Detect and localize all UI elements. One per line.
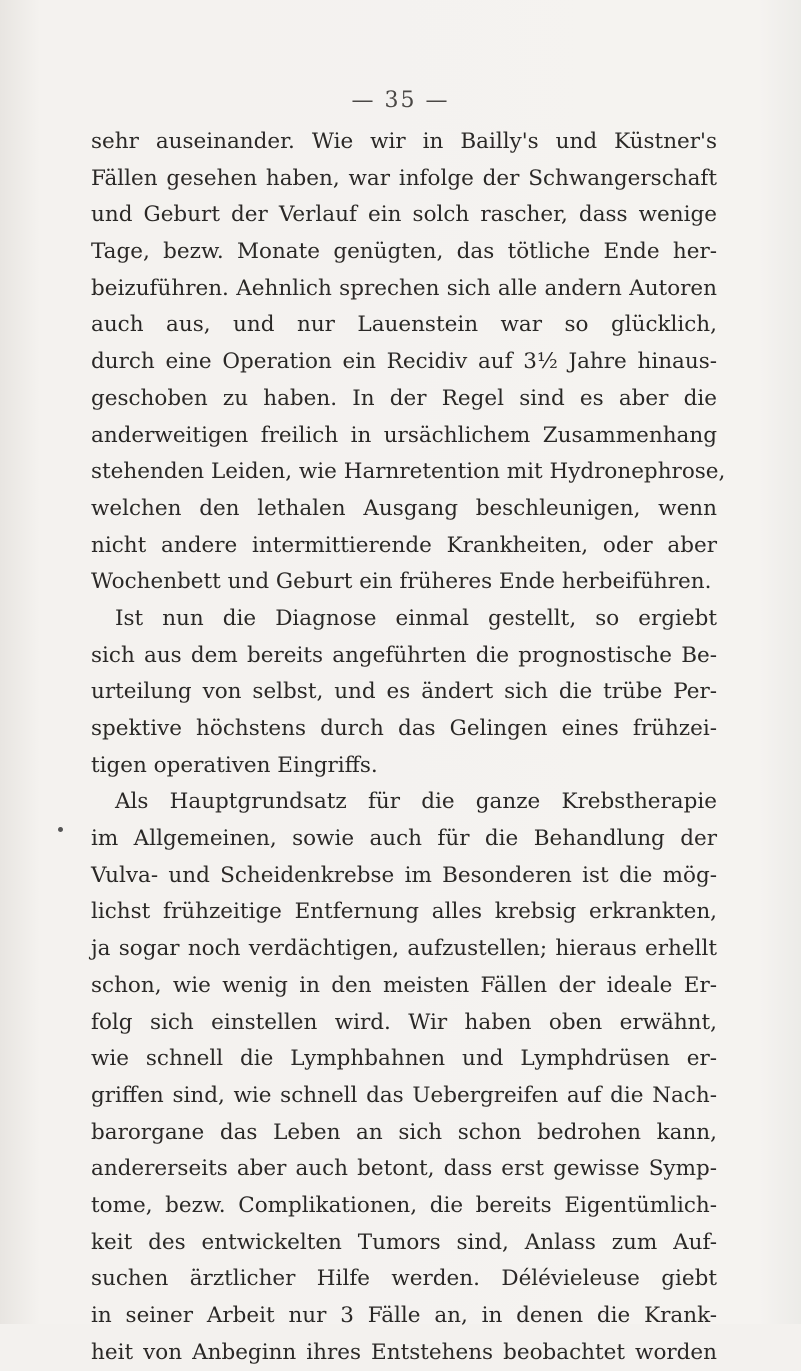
text-line: barorgane das Leben an sich schon bedrohen kann,	[91, 1119, 717, 1145]
text-line: auch aus, und nur Lauenstein war so glücklich,	[91, 312, 717, 338]
text-line: im Allgemeinen, sowie auch für die Behandlung der	[91, 826, 717, 852]
text-line: tome, bezw. Complikationen, die bereits Eigentümlich-	[91, 1192, 717, 1218]
text-line: schon, wie wenig in den meisten Fällen der ideale Er-	[91, 972, 717, 998]
text-line: sehr auseinander. Wie wir in Bailly's und Küstner's	[91, 129, 717, 154]
text-line: heit von Anbeginn ihres Entstehens beobachtet worden	[91, 1339, 717, 1365]
text-line: welchen den lethalen Ausgang beschleunigen, wenn	[91, 495, 717, 521]
text-line: ja sogar noch verdächtigen, aufzustellen; hieraus erhellt	[91, 936, 717, 962]
text-line: Ist nun die Diagnose einmal gestellt, so ergiebt	[115, 605, 717, 631]
text-line: geschoben zu haben. In der Regel sind es aber die	[91, 385, 717, 411]
text-line: anderweitigen freilich in ursächlichem Zusammenhang	[91, 422, 717, 448]
text-line: keit des entwickelten Tumors sind, Anlass zum Auf-	[91, 1229, 717, 1255]
body-text	[91, 124, 726, 1371]
text-line: Tage, bezw. Monate genügten, das tötliche Ende her-	[91, 239, 717, 265]
page-number: — 35 —	[351, 88, 450, 113]
text-line: Als Hauptgrundsatz für die ganze Krebstherapie	[115, 789, 717, 815]
text-line: urteilung von selbst, und es ändert sich die trübe Per-	[91, 679, 717, 705]
text-line: Wochenbett und Geburt ein früheres Ende herbeiführen.	[91, 569, 712, 595]
text-line: folg sich einstellen wird. Wir haben oben erwähnt,	[91, 1009, 717, 1035]
text-line: nicht andere intermittierende Krankheiten, oder aber	[91, 532, 717, 558]
text-line: spektive höchstens durch das Gelingen eines frühzei-	[91, 716, 717, 741]
text-line: lichst frühzeitige Entfernung alles krebsig erkrankten,	[91, 899, 717, 925]
text-line: sich aus dem bereits angeführten die prognostische Be-	[91, 642, 717, 668]
text-line: wie schnell die Lymphbahnen und Lymphdrüsen er-	[91, 1046, 717, 1072]
text-line: suchen ärztlicher Hilfe werden. Délévieleuse giebt	[91, 1266, 717, 1292]
text-line: durch eine Operation ein Recidiv auf 3½ Jahre hinaus-	[91, 349, 717, 375]
text-line: beizuführen. Aehnlich sprechen sich alle andern Autoren	[91, 275, 717, 301]
text-line: in seiner Arbeit nur 3 Fälle an, in denen die Krank-	[91, 1303, 717, 1328]
text-line: andererseits aber auch betont, dass erst gewisse Symp-	[91, 1156, 717, 1182]
text-line: stehenden Leiden, wie Harnretention mit Hydronephrose,	[91, 459, 726, 485]
text-line: und Geburt der Verlauf ein solch rascher, dass wenige	[91, 202, 717, 228]
ink-speck	[58, 827, 63, 832]
text-line: Vulva- und Scheidenkrebse im Besonderen ist die mög-	[91, 862, 717, 888]
text-line: griffen sind, wie schnell das Uebergreifen auf die Nach-	[91, 1082, 717, 1108]
text-line: tigen operativen Eingriffs.	[91, 752, 378, 778]
text-line: Fällen gesehen haben, war infolge der Schwangerschaft	[91, 165, 717, 191]
